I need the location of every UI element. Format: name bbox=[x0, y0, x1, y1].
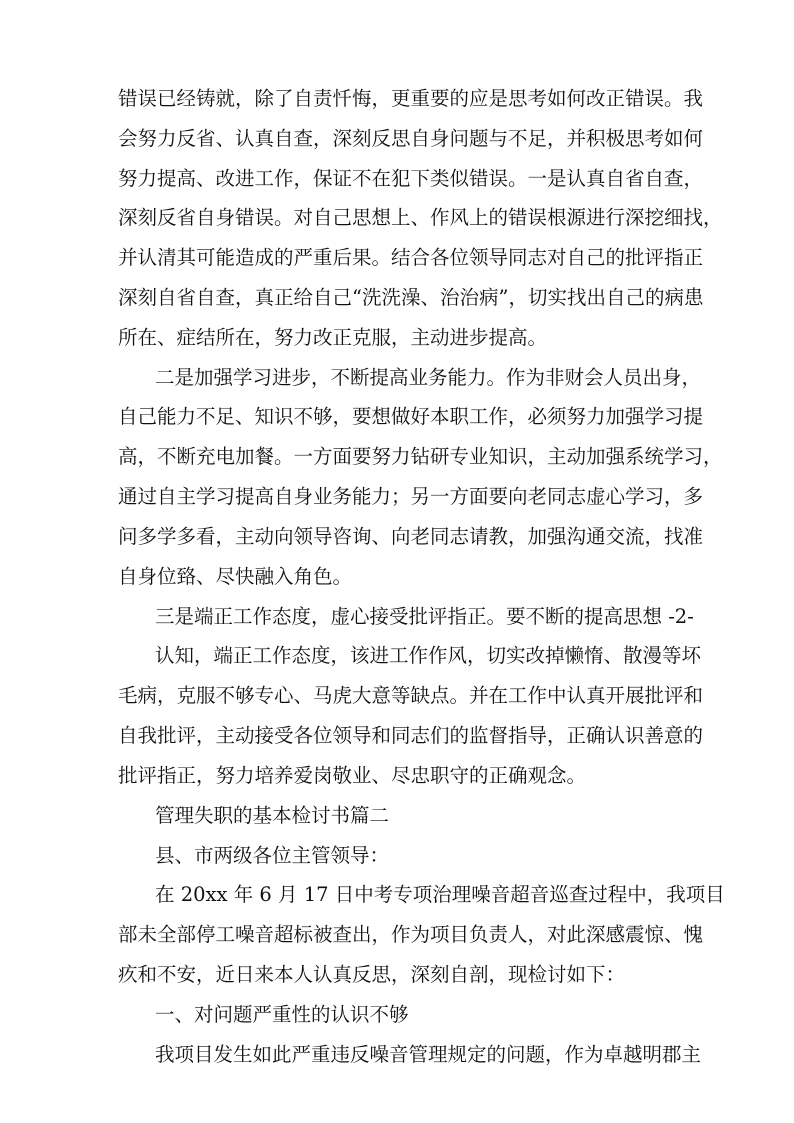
text-line: 在 20xx 年 6 月 17 日中考专项治理噪音超音巡查过程中，我项目 bbox=[155, 883, 725, 906]
text-line: 努力提高、改进工作，保证不在犯下类似错误。一是认真自省自查， bbox=[118, 167, 704, 190]
text-line: 毛病，克服不够专心、马虎大意等缺点。并在工作中认真开展批评和 bbox=[118, 684, 704, 707]
text-line: 所在、症结所在，努力改正克服，主动进步提高。 bbox=[118, 326, 548, 349]
text-line: 三是端正工作态度，虚心接受批评指正。要不断的提高思想 -2- bbox=[155, 605, 694, 628]
text-line: 高，不断充电加餐。一方面要努力钻研专业知识，主动加强系统学习， bbox=[118, 445, 723, 468]
text-line: 批评指正，努力培养爱岗敬业、尽忠职守的正确观念。 bbox=[118, 764, 587, 787]
text-line: 深刻自省自查，真正给自己“洗洗澡、治治病”，切实找出自己的病患 bbox=[118, 286, 704, 309]
text-line: 会努力反省、认真自查，深刻反思自身问题与不足，并积极思考如何 bbox=[118, 127, 704, 150]
section-title: 管理失职的基本检讨书篇二 bbox=[155, 804, 390, 827]
text-line: 错误已经铸就，除了自责忏悔，更重要的应是思考如何改正错误。我 bbox=[118, 87, 704, 110]
salutation: 县、市两级各位主管领导： bbox=[155, 844, 390, 867]
text-line: 深刻反省自身错误。对自己思想上、作风上的错误根源进行深挖细找， bbox=[118, 206, 723, 229]
text-line: 问多学多看，主动向领导咨询、向老同志请教，加强沟通交流，找准 bbox=[118, 525, 704, 548]
text-line: 通过自主学习提高自身业务能力；另一方面要向老同志虚心学习，多 bbox=[118, 485, 704, 508]
text-line: 自身位臵、尽快融入角色。 bbox=[118, 565, 353, 588]
text-line: 疚和不安，近日来本人认真反思，深刻自剖，现检讨如下： bbox=[118, 963, 626, 986]
text-line: 二是加强学习进步，不断提高业务能力。作为非财会人员出身， bbox=[155, 366, 702, 389]
text-line: 并认清其可能造成的严重后果。结合各位领导同志对自己的批评指正 bbox=[118, 246, 704, 269]
text-line: 我项目发生如此严重违反噪音管理规定的问题，作为卓越明郡主 bbox=[155, 1043, 702, 1066]
text-line: 部未全部停工噪音超标被查出，作为项目负责人，对此深感震惊、愧 bbox=[118, 923, 704, 946]
text-line: 自己能力不足、知识不够，要想做好本职工作，必须努力加强学习提 bbox=[118, 405, 704, 428]
text-line: 自我批评，主动接受各位领导和同志们的监督指导，正确认识善意的 bbox=[118, 724, 704, 747]
text-line: 认知，端正工作态度，该进工作作风，切实改掉懒惰、散漫等坏 bbox=[155, 644, 702, 667]
subsection-heading: 一、对问题严重性的认识不够 bbox=[155, 1003, 409, 1026]
